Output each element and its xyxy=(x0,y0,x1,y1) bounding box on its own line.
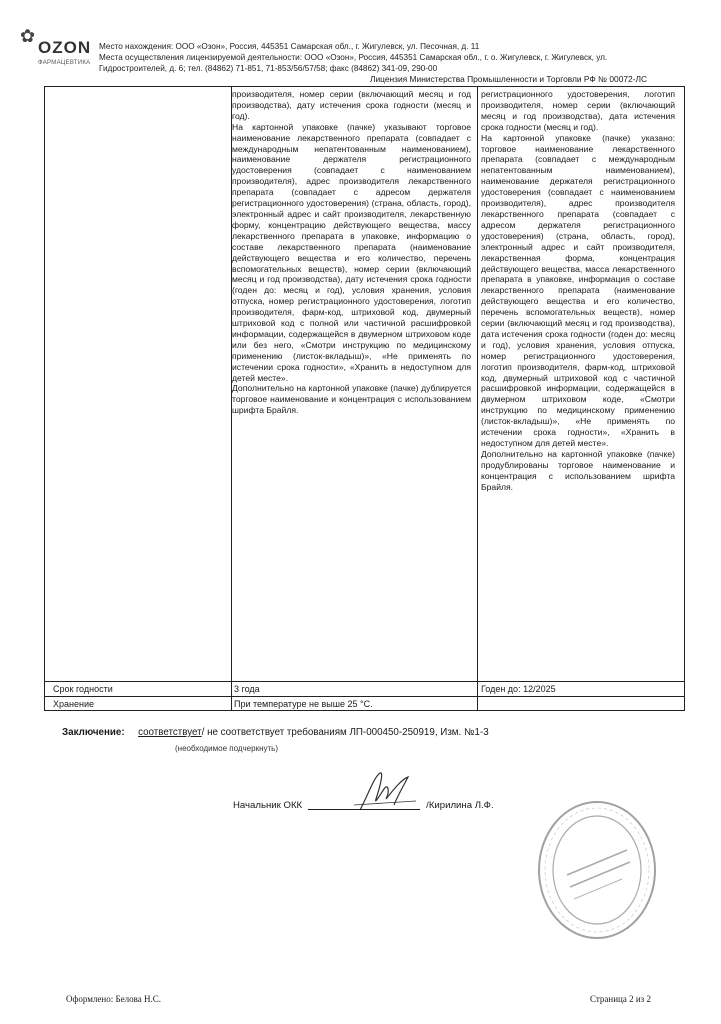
signature-icon xyxy=(350,765,420,820)
license-line: Лицензия Министерства Промышленности и Торговли РФ № 00072-ЛС xyxy=(370,74,647,84)
signer-name: /Кирилина Л.Ф. xyxy=(426,800,494,811)
result-paragraph: Дополнительно на картонной упаковке (пачке) продублированы торговое наименование и концентрация с использованием шрифта Брайля. xyxy=(481,448,675,492)
row-label-shelf-life: Срок годности xyxy=(53,684,113,694)
conclusion-label: Заключение: xyxy=(62,727,125,738)
logo-mark-icon: ✿ xyxy=(20,26,36,46)
spec-requirements-cell xyxy=(232,89,471,416)
company-seal-stamp xyxy=(532,795,662,945)
header-contacts: Гидростроителей, д. 6; тел. (84862) 71-851, 71-853/56/57/58; факс (84862) 341-09, 290-00 xyxy=(99,64,438,73)
header-activity-place: Места осуществления лицензируемой деятельности: ООО «Озон», Россия, 445351 Самарская обл., г. о. Жигулевск, г. Жигулевск, ул. xyxy=(99,53,608,62)
signer-position: Начальник ОКК xyxy=(233,800,303,811)
spec-paragraph: Дополнительно на картонной упаковке (пачке) дублируется торговое наименование и концентрация с использованием шрифта Брайля. xyxy=(232,383,471,416)
result-paragraph: На картонной упаковке (пачке) указано: торговое наименование лекарственного препарата (совпадает с международным непатентованным наименованием), наименование держателя регистрационного удостоверения (совпадает с наименованием производителя), адрес производителя лекарственного препарата (совпадает с адресом держателя регистрационного удостоверения) (страна, область, город), электронный адрес и сайт производителя, лекарственная форма, концентрация действующего вещества, масса лекарственного препарата в упаковке, информация о составе лекарственного препарата (наименование действующего вещества и его количество, перечень вспомогательных веществ), номер серии (включающий месяц и год производства), дата истечения срока годности (годен до: месяц и год), условия хранения, условия отпуска, номер регистрационного удостоверения, логотип производителя, фарм-код, штриховой код, двумерный штриховой код с частичной расшифровкой информации, содержащейся в двумерном штриховом коде, «Смотри инструкцию по медицинскому применению (листок-вкладыш)», «Не применять по истечении срока годности», «Хранить в недоступном для детей месте». xyxy=(481,132,675,448)
page-number: Страница 2 из 2 xyxy=(590,994,651,1004)
logo-subtitle: ФАРМАЦЕВТИКА xyxy=(38,60,91,66)
letterhead xyxy=(99,41,699,74)
spec-table xyxy=(44,86,685,711)
column-divider xyxy=(477,87,478,710)
row-spec-shelf-life: 3 года xyxy=(234,684,260,694)
result-paragraph: регистрационного удостоверения, логотип производителя, номер серии (включающий месяц и год производства), дата истечения срока годности (месяц и год). xyxy=(481,89,675,132)
spec-results-cell xyxy=(481,89,675,493)
row-label-storage: Хранение xyxy=(53,699,94,709)
company-logo xyxy=(16,22,96,70)
spec-paragraph: На картонной упаковке (пачке) указывают торговое наименование лекарственного препарата (совпадает с международным непатентованным наименованием), наименование держателя регистрационного удостоверения (совпадает с наименованием производителя), адрес производителя лекарственного препарата (совпадает с адресом держателя регистрационного удостоверения) (страна, область, город), электронный адрес и сайт производителя, лекарственную форму, концентрацию действующего вещества, массу лекарственного препарата в упаковке, информацию о составе лекарственного препарата (наименование действующего вещества и его количество, перечень вспомогательных веществ), номер серии (включающий месяц и год производства), дату истечения срока годности (годен до: месяц и год), условия хранения, условия отпуска, номер регистрационного удостоверения, логотип производителя, фарм-код, штриховой код, двумерный штриховой код с полной или частичной расшифровкой информации, содержащейся в двумерном штриховом коде или без него, «Смотри инструкцию по медицинскому применению (листок-вкладыш)», «Не применять по истечении срока годности», «Хранить в недоступном для детей месте». xyxy=(232,121,471,383)
row-divider xyxy=(45,696,684,697)
header-address: Место нахождения: ООО «Озон», Россия, 445351 Самарская обл., г. Жигулевск, ул. Песочная, д. 11 xyxy=(99,42,480,51)
spec-paragraph: производителя, номер серии (включающий месяц и год производства), дату истечения срока годности (месяц и год). xyxy=(232,89,471,121)
logo-brand: OZON xyxy=(38,38,92,57)
row-result-shelf-life: Годен до: 12/2025 xyxy=(481,684,556,694)
conclusion-line xyxy=(62,727,489,738)
row-spec-storage: При температуре не выше 25 °С. xyxy=(234,699,373,709)
row-divider xyxy=(45,681,684,682)
conclusion-chosen: соответствует xyxy=(138,727,202,738)
conclusion-note: (необходимое подчеркнуть) xyxy=(175,744,278,753)
signature-line xyxy=(308,809,420,810)
signature-row xyxy=(233,800,494,811)
conclusion-rest: / не соответствует требованиям ЛП-000450-250919, Изм. №1-3 xyxy=(201,727,489,738)
prepared-by: Оформлено: Белова Н.С. xyxy=(66,994,161,1004)
